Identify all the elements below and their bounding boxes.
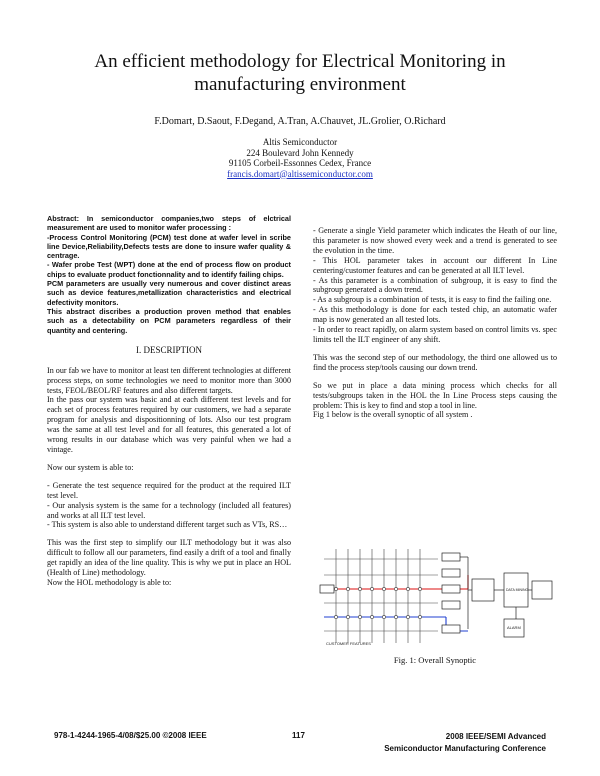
figure-caption: Fig. 1: Overall Synoptic (393, 655, 477, 665)
paragraph: This was the second step of our methodology, the third one allowed us to find the process step/tools causing our down trend. (313, 352, 557, 372)
synoptic-figure (318, 545, 554, 647)
abstract-line: Abstract: In semiconductor companies,two steps of elctrical measurement are used to monitor wafer processing : (47, 214, 291, 233)
abstract-line: - Wafer probe Test (WPT) done at the end of process flow on product chips to evaluate product fonctionnality and to identify failing chips. (47, 260, 291, 279)
left-column (47, 214, 291, 588)
bullet: - Generate the test sequence required for the product at the required ILT test level. (47, 480, 291, 500)
footer-conference-line: Semiconductor Manufacturing Conference (384, 744, 546, 753)
footer-conference (348, 731, 546, 755)
title-line-2: manufacturing environment (194, 74, 406, 95)
footer-conference-line: 2008 IEEE/SEMI Advanced (445, 732, 546, 741)
paragraph: Now the HOL methodology is able to: (47, 577, 172, 587)
bullet: - Generate a single Yield parameter which indicates the Heath of our line, this parameter is now showed every week and a trend is generated to see the evolution in the time. (313, 226, 557, 255)
affiliation-city: 91105 Corbeil-Essonnes Cedex, France (228, 158, 372, 168)
paper-title (60, 50, 540, 96)
section-heading: I. DESCRIPTION (135, 344, 202, 355)
abstract-line: -Process Control Monitoring (PCM) test done at wafer level in scribe line Device,Reliability,Defects tests are done to insure wafer quality & centrage. (47, 232, 291, 261)
footer-isbn: 978-1-4244-1965-4/08/$25.00 ©2008 IEEE (54, 731, 207, 740)
paragraph: This was the first step to simplify our ILT methodology but it was also difficult to follow all our parameters, find easily a drift of a tool and finally get rapidly an idea of the line quality. This is why we put in place an HOL (Health of Line) methodology. (47, 538, 291, 578)
bullet: - As a subgroup is a combination of tests, it is easy to find the failing one. (313, 295, 552, 305)
paragraph: So we put in place a data mining process which checks for all tests/subgroups taken in the HOL the In Line Process steps causing the problem: This is key to find and stop a tool in line. (313, 380, 557, 410)
title-line-1: An efficient methodology for Electrical Monitoring in (94, 51, 506, 72)
figure-label: CUSTOMER FEATURES (326, 641, 371, 646)
affiliation-street: 224 Boulevard John Kennedy (246, 147, 354, 158)
abstract-line: This abstract discribes a production proven method that enables such as a detectability on PCM parameters regardless of their quantity and centering. (47, 306, 291, 335)
figure-label: ALARM (507, 625, 521, 630)
right-column (313, 226, 557, 420)
paragraph: In the pass our system was basic and at each different test levels and for each set of process features required by our customers, we had a separate program for analysis and dispositionning of lots. Also our test program was the same at all test level and for all features, this generated a lot of wrong results in our database which was very painful when we had a vintage. (47, 395, 291, 455)
affiliation (100, 137, 500, 179)
affiliation-org: Altis Semiconductor (262, 137, 338, 147)
paragraph: Now our system is able to: (47, 462, 134, 472)
bullet: - As this parameter is a combination of subgroup, it is easy to find the subgroup generated a down trend. (313, 275, 557, 295)
authors: F.Domart, D.Saout, F.Degand, A.Tran, A.Chauvet, JL.Grolier, O.Richard (154, 116, 446, 127)
bullet: - In order to react rapidly, on alarm system based on control limits vs. spec limits tell the ILT engineer of any shift. (313, 325, 557, 344)
bullet: - This HOL parameter takes in account our different In Line centering/customer features and can be generated at all ILT level. (313, 255, 557, 275)
figure-grid-lines (324, 549, 438, 643)
bullet: - Our analysis system is the same for a technology (included all features) and works at all ILT test level. (47, 500, 291, 520)
email-link[interactable]: francis.domart@altissemiconductor.com (227, 168, 373, 179)
bullet: - This system is also able to understand different target such as VTs, RS… (47, 520, 288, 530)
paragraph: Fig 1 below is the overall synoptic of all system . (313, 410, 473, 420)
paragraph: In our fab we have to monitor at least ten different technologies at different process steps, on some technologies we need to monitor more than 3000 tests, FEOL/BEOL/RF features and also different targets. (47, 365, 291, 395)
abstract-line: PCM parameters are usually very numerous and cover distinct areas such as device features,metallization characteristics and electrical defectivity monitors. (47, 279, 291, 307)
bullet: - As this methodology is done for each tested chip, an automatic wafer map is now generated an all tested lots. (313, 305, 557, 325)
figure-label: DATA MINING (506, 588, 529, 592)
abstract (47, 214, 291, 335)
footer-page-number: 117 (292, 731, 305, 740)
